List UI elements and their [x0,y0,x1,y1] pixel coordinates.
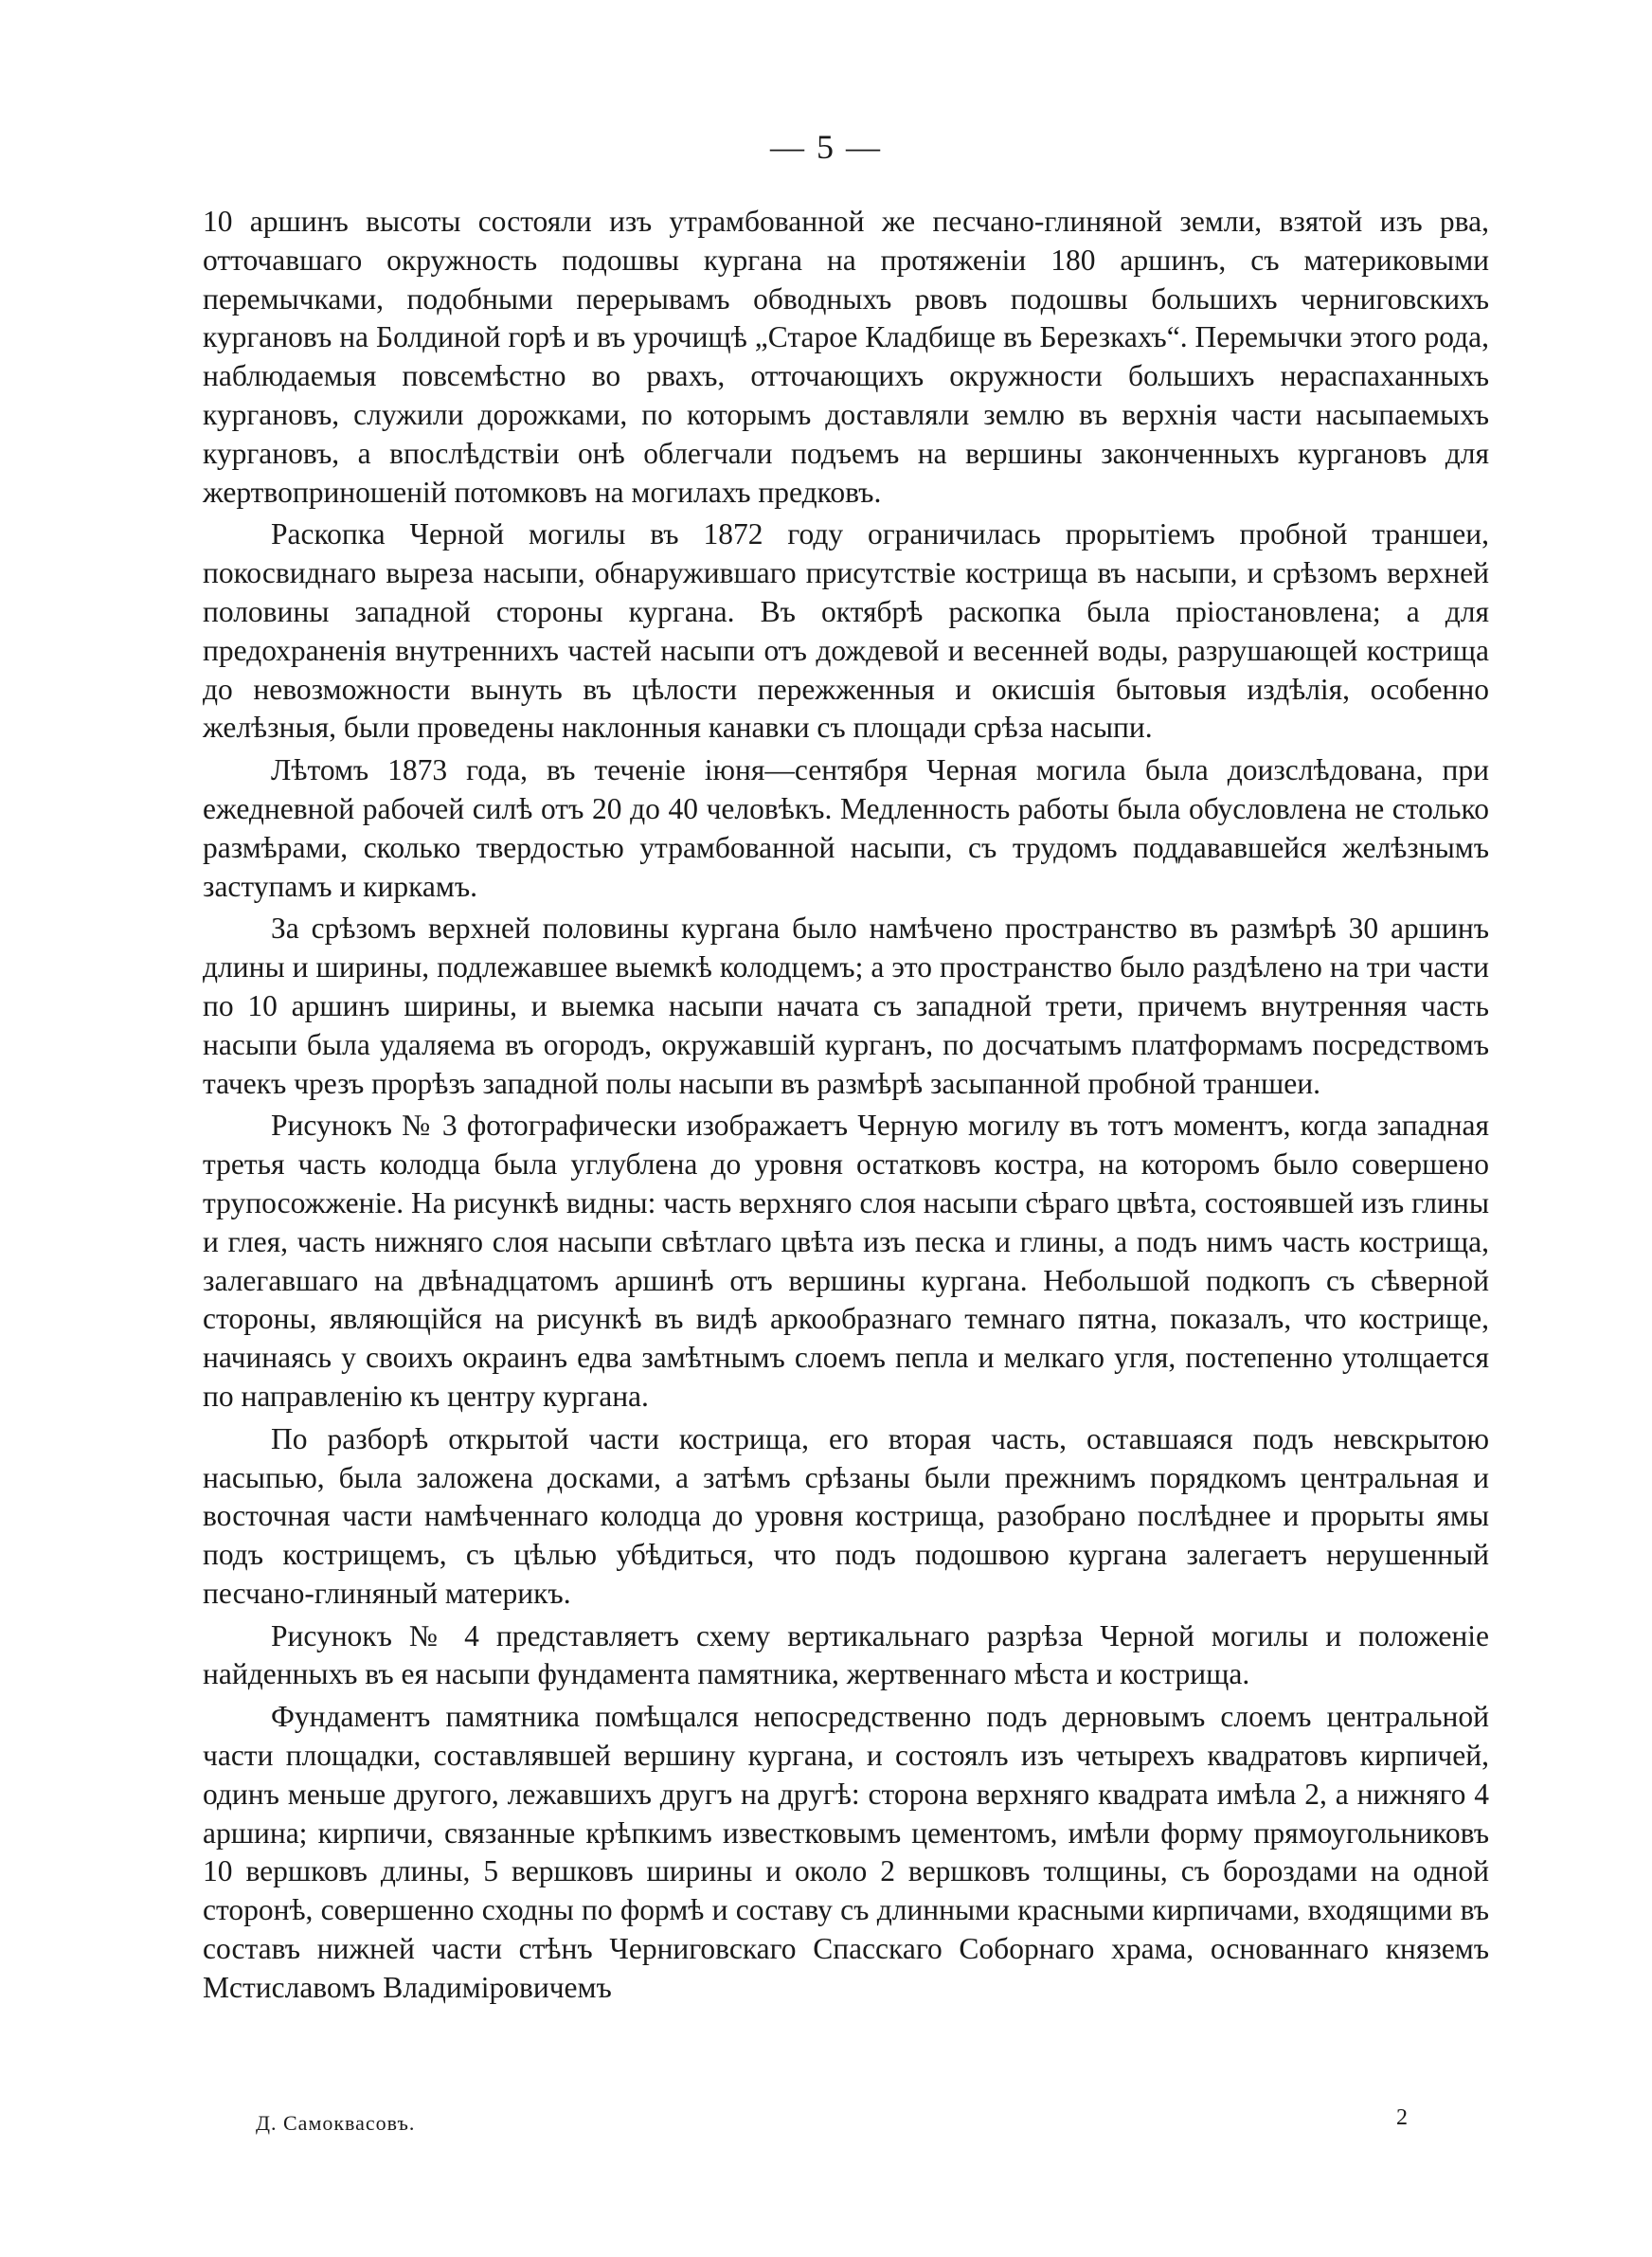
paragraph-5: Рисунокъ № 3 фотографически изображаетъ Черную могилу въ тотъ моментъ, когда западная третья часть колодца была углублена до уровня остатковъ костра, на которомъ было совершено трупосожженіе. На рисункѣ видны: часть верхняго слоя насыпи сѣраго цвѣта, состоявшей изъ глины и глея, часть нижняго слоя насыпи свѣтлаго цвѣта изъ песка и глины, а подъ нимъ часть кострища, залегавшаго на двѣнадцатомъ аршинѣ отъ вершины кургана. Небольшой подкопъ съ сѣверной стороны, являющійся на рисункѣ въ видѣ аркообразнаго темнаго пятна, показалъ, что кострище, начинаясь у своихъ окраинъ едва замѣтнымъ слоемъ пепла и мелкаго угля, постепенно утолщается по направленію къ центру кургана. [203,1109,1489,1413]
paragraph-2: Раскопка Черной могилы въ 1872 году ограничилась прорытіемъ пробной траншеи, покосвиднаго выреза насыпи, обнаружившаго присутствіе кострища въ насыпи, и срѣзомъ верхней половины западной стороны кургана. Въ октябрѣ раскопка была пріостановлена; а для предохраненія внутреннихъ частей насыпи отъ дождевой и весенней воды, разрушающей кострища до невозможности вынуть въ цѣлости пережженныя и окисшія бытовыя издѣлія, особенно желѣзныя, были проведены наклонныя канавки съ площади срѣза насыпи. [203,517,1489,745]
paragraph-3: Лѣтомъ 1873 года, въ теченіе іюня—сентября Черная могила была доизслѣдована, при ежедневной рабочей силѣ отъ 20 до 40 человѣкъ. Медленность работы была обусловлена не столько размѣрами, сколько твердостью утрамбованной насыпи, съ трудомъ поддававшейся желѣзнымъ заступамъ и киркамъ. [203,753,1489,903]
body-text [203,203,1489,2008]
paragraph-4: За срѣзомъ верхней половины кургана было намѣчено пространство въ размѣрѣ 30 аршинъ длины и ширины, подлежавшее выемкѣ колодцемъ; а это пространство было раздѣлено на три части по 10 аршинъ ширины, и выемка насыпи начата съ западной трети, причемъ внутренняя часть насыпи была удаляема въ огородъ, окружавшій курганъ, по досчатымъ платформамъ посредствомъ тачекъ чрезъ прорѣзъ западной полы насыпи въ размѣрѣ засыпанной пробной траншеи. [203,912,1489,1100]
paragraph-1: 10 аршинъ высоты состояли изъ утрамбованной же песчано-глиняной земли, взятой изъ рва, отточавшаго окружность подошвы кургана на протяженіи 180 аршинъ, съ материковыми перемычками, подобными перерывамъ обводныхъ рвовъ подошвы большихъ черниговскихъ кургановъ на Болдиной горѣ и въ урочищѣ „Старое Кладбище въ Березкахъ“. Перемычки этого рода, наблюдаемыя повсемѣстно во рвахъ, отточающихъ окружности большихъ нераспаханныхъ кургановъ, служили дорожками, по которымъ доставляли землю въ верхнія части насыпаемыхъ кургановъ, а впослѣдствіи онѣ облегчали подъемъ на вершины законченныхъ кургановъ для жертвоприношеній потомковъ на могилахъ предковъ. [203,205,1489,509]
paragraph-7: Рисунокъ № 4 представляетъ схему вертикальнаго разрѣза Черной могилы и положеніе найденныхъ въ ея насыпи фундамента памятника, жертвеннаго мѣста и кострища. [203,1618,1489,1691]
paragraph-8: Фундаментъ памятника помѣщался непосредственно подъ дерновымъ слоемъ центральной части площадки, составлявшей вершину кургана, и состоялъ изъ четырехъ квадратовъ кирпичей, одинъ меньше другого, лежавшихъ другъ на другѣ: сторона верхняго квадрата имѣла 2, а нижняго 4 аршина; кирпичи, связанные крѣпкимъ известковымъ цементомъ, имѣли форму прямоугольниковъ 10 вершковъ длины, 5 вершковъ ширины и около 2 вершковъ толщины, съ бороздами на одной сторонѣ, совершенно сходны по формѣ и составу съ длинными красными кирпичами, входящими въ составъ нижней части стѣнъ Черниговскаго Спасскаго Соборнаго храма, основаннаго княземъ Мстиславомъ Владиміровичемъ [203,1700,1489,2004]
footer-sheet-number: 2 [1396,2105,1408,2130]
page-number: — 5 — [770,128,882,166]
footer-signature: Д. Самоквасовъ. [256,2111,416,2135]
paragraph-6: По разборѣ открытой части кострища, его вторая часть, оставшаяся подъ невскрытою насыпью, была заложена досками, а затѣмъ срѣзаны были прежнимъ порядкомъ центральная и восточная части намѣченнаго колодца до уровня кострища, разобрано послѣднее и прорыты ямы подъ кострищемъ, съ цѣлью убѣдиться, что подъ подошвою кургана залегаетъ нерушенный песчано-глиняный материкъ. [203,1421,1489,1610]
